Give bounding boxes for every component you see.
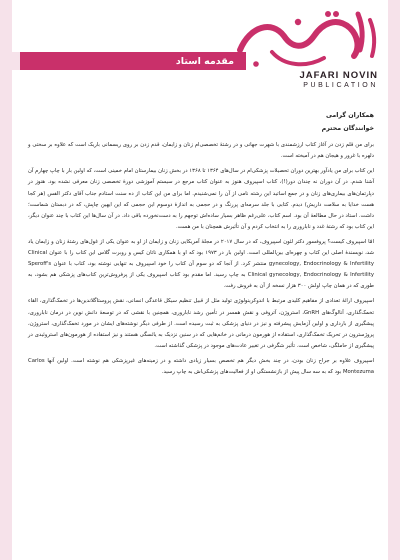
paragraph-5: اسپیروف علاوه بر جراح زنان بودن، در چند بخش دیگر هم تخصص بسیار زیادی داشته و در زمینه‌های غیرپزشکی هم نوشته است. اولین آنها Carlos Montezuma بود که به سه سال پیش از بازنشستگی او از فعالیت‌های پزشکی‌اش به چاپ رسید. xyxy=(28,357,374,375)
preface-text xyxy=(28,110,374,382)
greeting-colleagues: همکاران گرامی xyxy=(326,112,374,119)
section-title: مقدمه استاد xyxy=(175,55,234,67)
section-title-banner xyxy=(12,52,246,70)
banner-notch xyxy=(12,52,20,70)
greeting-readers: خوانندگان محترم xyxy=(321,125,374,133)
publisher-name: JAFARI NOVIN xyxy=(299,70,378,81)
publisher-logo xyxy=(228,6,388,98)
paragraph-2: این کتاب برای من یادآور بهترین دوران تحصیلات پزشکی‌ام در سال‌های ۱۳۶۴ تا ۱۳۶۸ در بخش زنان بیمارستان امام خمینی است، که اولین بار با چاپ چهارم آن آشنا شدم. در آن دوران نه چندان دور(!)، کتاب اسپیروف هنوز به عنوان کتاب مرجع در سیستم آموزشی دورهٔ تخصصی زنان معرفی نشده بود. هنوز در دپارتمان‌های بیماری‌های زنان و در جمع اساتید این رشته نامی از آن را نمی‌شنیدم. اما برای من این کتاب از ده سنت استادم جناب آقای دکتر الفس (هر کجا هست خدایا به سلامت داریش) دیدم. کتابی با جلد سرمه‌ای پررنگ و در حجمی به اندازهٔ دوسوم این حجمی که این ایهین چاپش، که در دبستان شماست؛ داشت. استاد در حال مطالعهٔ آن بود. اسم کتاب، علی‌رغم ظاهر بسیار ساده‌اش توجهم را به دست‌نخورده باقی داد. در آن سال‌ها این کتاب با چند عنوان دیگر، این کتاب بود که رشتهٔ غدد و ناباروری را به انتخاب کردم و آن تأثیرش همچنان با من هست. xyxy=(28,168,374,230)
paragraph-1: برای من قلم زدن در آغاز کتاب ارزشمندی با شهرت جهانی و در رشتهٔ تخصصی‌ام زنان و زایمان، قدم زدن بر روی ریسمانی باریک است که علاوه بر سختی و دلهره با غرور و هیجان هم در آمیخته است. xyxy=(28,142,374,160)
calligraphy-logo-icon xyxy=(232,6,382,76)
paragraph-3: امّا اسپیروف کیست؟ پروفسور دکتر لئون اسپیروف، که در سال ۲۰۱۷ در مجلهٔ آمریکایی زنان و زایمان از او به عنوان یکی از غول‌های رشتهٔ زنان و زایمان یاد شد، نویسندهٔ اصلی این کتاب و چهره‌ای بین‌المللی است. اولین بار در ۱۹۷۳ بود که او با همکاری ناتان کیس و روبرت گلاس این کتاب را با عنوان Clinical gynecology, Endocrinology & Infertility منتشر کرد. از آنجا که دو سوم آن کتاب را خود اسپیروف به تنهایی نوشته بود، کتاب با عنوان Speroff's Clinical gynecology, Endocrinology & Infertility به چاپ رسید. اما مقدم بود کتاب اسپیروف یکی از پرفروش‌ترین کتاب‌های پزشکی هم بشود، به طوری که در همان چاپ اولش ۳۰۰ هزار نسخه از آن به فروش رفت. xyxy=(28,238,374,290)
publisher-name-block xyxy=(299,70,378,89)
paragraph-4: اسپیروف ارائهٔ تعدادی از مفاهیم کلیدی مرتبط با اندوکرینولوژی تولید مثل از قبیل تنظیم سیکل قاعدگی انسانی، نقش پروستاگلاندین‌ها در تخمک‌گذاری، القاء تخمک‌گذاری، آنالوگ‌های GnRH، استروژن، آتروفی و نقش همسر در تأمین رشد ناباروری، همچنین با نقشی که در توسعهٔ دانش نوین در درمان ناباروری، پیشگیری از بارداری و اولین آزمایش پیشرفته و نیز در دنیای پزشکی به ثبت رسیده است. از طرفی دیگر نوشته‌های ایشان در مورد تخمک‌گذاری، استروژن، پروژسترون در تحریک تخمک‌گذاری، استفاده از هورمون درمانی در خانم‌هایی که در سنین نزدیک به یائسگی هستند و نیز استفاده از هورمون‌های استروئیدی در پیشگیری از حاملگی، شاخص است. تأثیر شگرفی در تغییر عادت‌های موجود در پزشکی گذاشته است. xyxy=(28,298,374,349)
publisher-subtitle: PUBLICATION xyxy=(303,82,378,89)
document-page xyxy=(12,0,388,560)
